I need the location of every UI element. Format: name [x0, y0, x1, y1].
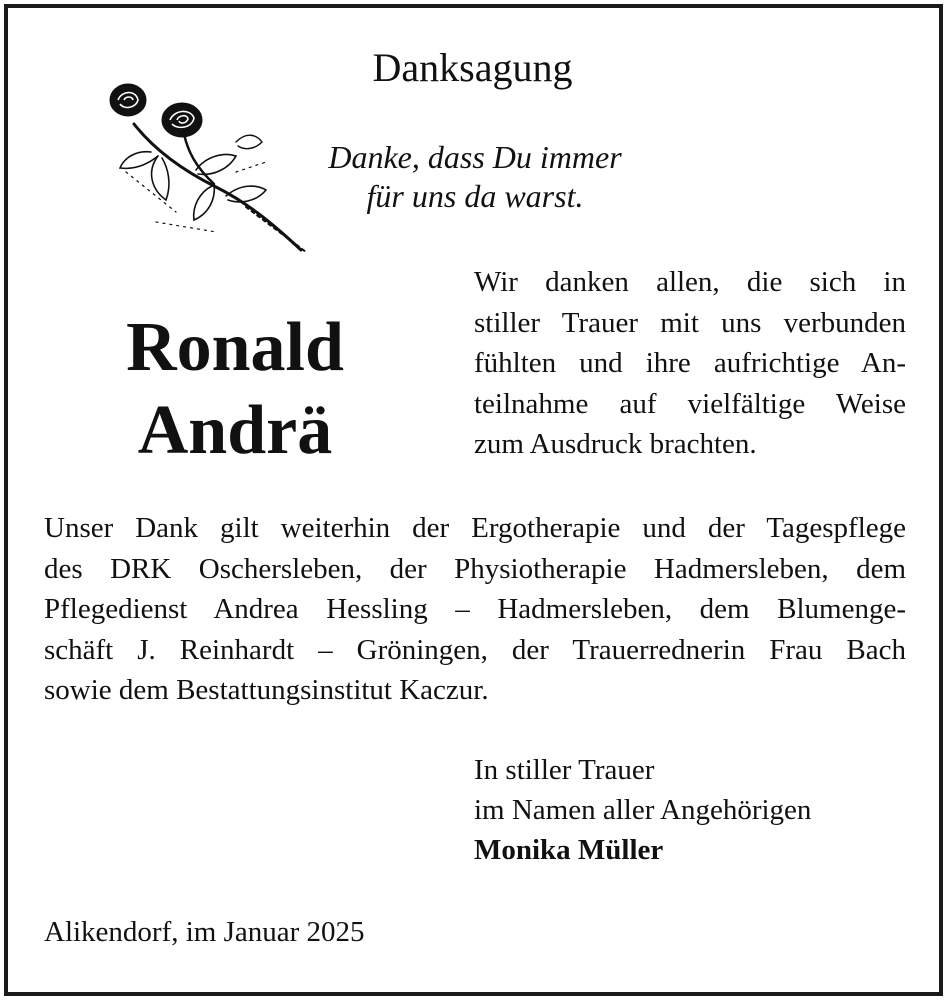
extra-thanks-line: Pflegedienst Andrea Hessling – Hadmersleben, dem Blumenge- — [44, 593, 906, 625]
place-date: Alikendorf, im Januar 2025 — [44, 916, 365, 948]
extra-thanks-line: sowie dem Bestattungsinstitut Kaczur. — [44, 674, 489, 706]
extra-thanks-line: des DRK Oschersleben, der Physiotherapie Hadmersleben, dem — [44, 552, 906, 585]
signoff — [474, 750, 811, 870]
thanks-line: zum Ausdruck brachten. — [474, 428, 757, 460]
deceased-last-name: Andrä — [137, 392, 333, 469]
motto — [270, 138, 680, 216]
extra-thanks-line: schäft J. Reinhardt – Gröningen, der Trauerrednerin Frau Bach — [44, 633, 906, 666]
signoff-line: im Namen aller Angehörigen — [474, 794, 812, 826]
extra-thanks-paragraph — [44, 508, 906, 711]
deceased-first-name: Ronald — [126, 309, 344, 386]
signoff-line: In stiller Trauer — [474, 754, 655, 786]
motto-line: Danke, dass Du immer — [328, 139, 622, 175]
thanks-line: Wir danken allen, die sich in — [474, 266, 906, 298]
deceased-name — [60, 306, 410, 472]
extra-thanks-line: Unser Dank gilt weiterhin der Ergotherapie und der Tagespflege — [44, 512, 906, 544]
thanks-line: stiller Trauer mit uns verbunden — [474, 306, 906, 339]
notice-heading: Danksagung — [372, 45, 573, 90]
motto-line: für uns da warst. — [366, 178, 584, 214]
thanks-line: fühlten und ihre aufrichtige An- — [474, 347, 906, 379]
signer-name: Monika Müller — [474, 834, 664, 866]
thanks-line: teilnahme auf vielfältige Weise — [474, 387, 906, 420]
thanks-paragraph — [474, 262, 906, 465]
